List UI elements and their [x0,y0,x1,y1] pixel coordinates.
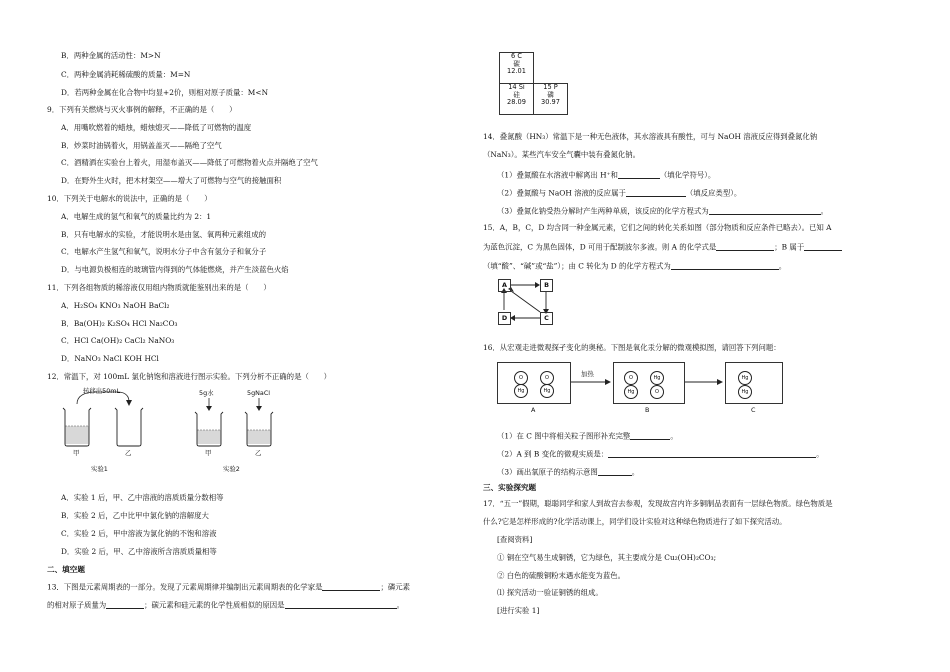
q10-option-c: C．电解水产生氢气和氧气，说明水分子中含有氢分子和氧分子 [61,247,267,256]
water-arrowhead [206,406,212,411]
q16-3-blank[interactable] [598,467,632,476]
q14-2-end: （填反应类型）。 [685,188,742,198]
q14-3-blank[interactable] [709,206,821,215]
q13-text-e: 。 [396,600,404,610]
q9-option-d: D．在野外生火时，把木材架空——增大了可燃物与空气的接触面积 [61,176,282,185]
section-3-heading: 三、实验探究题 [483,483,537,492]
exp2-jia-label: 甲 [205,449,212,457]
q16-1-blank[interactable] [630,431,670,440]
q17-experiment-1: [进行实验 1] [497,606,540,615]
q12-option-b: B．实验 2 后，乙中比甲中氯化钠的溶解度大 [61,511,209,520]
silicon-symbol: 14 Si [508,83,525,91]
transfer-label: 转移出50mL [83,387,121,395]
exp2-yi-label: 乙 [255,449,262,457]
atom-hg-b1: Hg [624,385,638,399]
phosphorus-symbol: 15 P [543,83,558,91]
q16-2-end: 。 [816,449,824,459]
atom-hg-c1: Hg [738,371,752,385]
periodic-table-fragment [499,52,565,114]
silicon-name: 硅 [513,90,520,99]
q10-stem: 10．下列关于电解水的说法中，正确的是（ ） [47,194,212,203]
atom-o-a1: O [514,371,528,385]
q8-option-b: B．两种金属的活动性：M>N [61,51,161,60]
q12-figure [57,386,317,482]
q13-blank-reason[interactable] [285,600,397,609]
q8-option-d: D．若两种金属在化合物中均显+2价，则相对原子质量：M<N [61,88,269,97]
q15-line-2 [483,242,842,251]
q17-info-heading: [查阅资料] [497,535,533,544]
exp1-yi-label: 乙 [125,449,132,457]
q10-option-d: D．与电源负极相连的玻璃管内得到的气体能燃烧，并产生淡蓝色火焰 [61,265,289,274]
node-b: B [540,279,553,292]
q11-option-a: A．H₂SO₄ KNO₃ NaOH BaCl₂ [61,301,170,310]
element-carbon [499,52,534,84]
q12-option-d: D．实验 2 后，甲、乙中溶液所含溶质质量相等 [61,547,217,556]
carbon-name: 碳 [513,59,520,68]
atom-hg-a2: Hg [540,384,554,398]
q14-part-3 [497,206,828,215]
carbon-mass: 12.01 [507,67,526,76]
exp1-jia-label: 甲 [73,449,80,457]
q15-conversion-diagram [496,278,556,328]
exp2-beaker-yi [245,412,273,446]
node-c: C [540,312,553,325]
transfer-arrowhead [126,400,132,406]
section-2-heading: 二、填空题 [47,565,85,574]
q13-blank-mass[interactable] [106,600,144,609]
nacl-arrowhead [256,406,262,411]
q15-stem: 15．A，B，C，D 均含同一种金属元素，它们之间的转化关系如图（部分物质和反应条件已略去）。已知 A [483,223,832,232]
q14-stem-2: （NaN₃）。某些汽车安全气囊中装有叠氮化钠。 [483,150,641,159]
q14-1-text: （1）叠氮酸在水溶液中解离出 H⁺和 [497,170,618,180]
q17-stem: 17．“五一”假期，聪聪同学和家人到故宫去参观，发现故宫内许多铜制品表面有一层绿色物质。绿色物质是 [483,499,833,508]
q13-line-1 [47,582,410,591]
q16-part-3 [497,467,639,476]
q14-stem: 14．叠氮酸（HN₃）常温下是一种无色液体，其水溶液具有酸性，可与 NaOH 溶液反应得到叠氮化钠 [483,132,818,141]
q12-option-a: A．实验 1 后，甲、乙中溶液的溶质质量分数相等 [61,493,224,502]
label-c: C [751,406,756,414]
q17-activity-1: ⑴ 探究活动一验证铜锈的组成。 [497,588,603,597]
q13-text-d: ；碳元素和硅元素的化学性质相似的原因是 [144,600,285,610]
q9-option-c: C．酒精洒在实验台上着火，用湿布盖灭——降低了可燃物着火点并隔绝了空气 [61,158,318,167]
q15-blank-formula[interactable] [716,242,774,251]
q14-2-text: （2）叠氮酸与 NaOH 溶液的反应属于 [497,188,626,198]
q11-option-d: D．NaNO₃ NaCl KOH HCl [61,354,159,363]
box-c [725,362,783,404]
phosphorus-name: 磷 [547,90,554,99]
q16-micro-diagram [497,362,757,418]
node-a: A [498,279,511,292]
atom-hg-c2: Hg [738,385,752,399]
q16-3-end: 。 [631,467,640,477]
q9-option-b: B．炒菜时油锅着火，用锅盖盖灭——隔绝了空气 [61,141,222,150]
element-phosphorus [533,83,568,115]
q16-3-text: （3）画出氧原子的结构示意图 [497,467,598,477]
q15-text-c: （填“酸”、“碱”或“盐”）；由 C 转化为 D 的化学方程式为 [483,261,671,271]
q11-option-c: C．HCl Ca(OH)₂ CaCl₂ NaNO₃ [61,336,175,345]
q9-stem: 9．下列有关燃烧与灭火事例的解释，不正确的是（ ） [47,105,237,114]
box-b [613,362,685,404]
q15-line-3 [483,261,786,270]
label-a: A [531,406,536,414]
element-silicon [499,83,534,115]
q13-line-2 [47,600,404,609]
q16-1-end: 。 [670,431,678,441]
q13-text-c: 的相对原子质量为 [47,600,107,610]
exp1-beaker-yi [115,408,143,446]
q14-part-2 [497,188,741,197]
q16-stem: 16．从宏观走进微观探孑变化的奥秘。下图是氧化汞分解的微观模拟图，请回答下列问题： [483,343,781,352]
q10-option-b: B．只有电解水的实验，才能说明水是由氢、氧两种元素组成的 [61,230,266,239]
q12-option-c: C．实验 2 后，甲中溶液为氯化钠的不饱和溶液 [61,529,217,538]
q13-blank-chemist[interactable] [322,582,380,591]
q15-text-b2: ；B 属于 [774,242,805,252]
q13-text-b: ；磷元素 [380,582,411,592]
water-label: 5g水 [199,389,214,397]
q15-text-end: 。 [778,261,787,271]
q16-2-blank[interactable] [608,449,816,458]
q14-1-end: （填化学符号）。 [659,170,716,180]
q14-3-text: （3）叠氮化钠受热分解时产生两种单质，该反应的化学方程式为 [497,206,709,216]
q17-info-2: ② 白色的硫酸铜粉末遇水能变为蓝色。 [497,571,625,580]
q8-option-c: C．两种金属消耗稀硫酸的质量：M=N [61,70,191,79]
label-b: B [645,406,650,414]
q14-part-1 [497,170,715,179]
exp2-label: 实验2 [223,465,240,473]
q9-option-a: A．用嘴吹燃着的蜡烛，蜡烛熄灭——降低了可燃物的温度 [61,123,252,132]
q16-1-text: （1）在 C 图中将相关粒子图形补充完整 [497,431,631,441]
q17-stem-2: 什么?它是怎样形成的?化学活动课上，同学们设计实验对这种绿色物质进行了如下探究活动。 [483,517,787,526]
nacl-label: 5gNaCl [247,389,271,397]
q16-part-2 [497,449,824,458]
phosphorus-mass: 30.97 [541,98,560,107]
exp2-beaker-jia [195,412,223,446]
q15-text-b: 为蓝色沉淀，C 为黑色固体，D 可用于配制波尔多液。则 A 的化学式是 [483,242,717,252]
node-d: D [498,312,511,325]
atom-hg-a1: Hg [514,384,528,398]
atom-o-a2: O [540,371,554,385]
exp1-label: 实验1 [91,465,108,473]
atom-o-b2: O [650,385,664,399]
q14-3-end: 。 [820,206,829,216]
q13-text-a: 13．下图是元素周期表的一部分。发现了元素周期律并编制出元素周期表的化学家是 [47,582,323,592]
q11-stem: 11．下列各组物质的稀溶液仅用组内物质就能鉴别出来的是（ ） [47,283,271,292]
exp1-beaker-jia [63,408,91,446]
q11-option-b: B．Ba(OH)₂ K₂SO₄ HCl Na₂CO₃ [61,319,178,328]
q16-part-1 [497,431,678,440]
q14-1-blank[interactable] [618,170,660,179]
heat-label: 加热 [581,370,594,378]
atom-hg-b2: Hg [650,371,664,385]
q14-2-blank[interactable] [626,188,686,197]
carbon-symbol: 6 C [511,52,522,60]
q12-stem: 12．常温下，对 100mL 氯化钠饱和溶液进行图示实验。下列分析不正确的是（ ） [47,372,332,381]
q15-blank-type[interactable] [804,242,842,251]
silicon-mass: 28.09 [507,98,526,107]
q17-info-1: ① 铜在空气易生成铜锈，它为绿色，其主要成分是 Cu₂(OH)₂CO₃; [497,553,717,562]
atom-o-b1: O [624,371,638,385]
q15-blank-equation[interactable] [671,261,779,270]
q16-2-text: （2）A 到 B 变化的微观实质是： [497,449,609,459]
q10-option-a: A．电解生成的氢气和氧气的质量比约为 2：1 [61,212,212,221]
